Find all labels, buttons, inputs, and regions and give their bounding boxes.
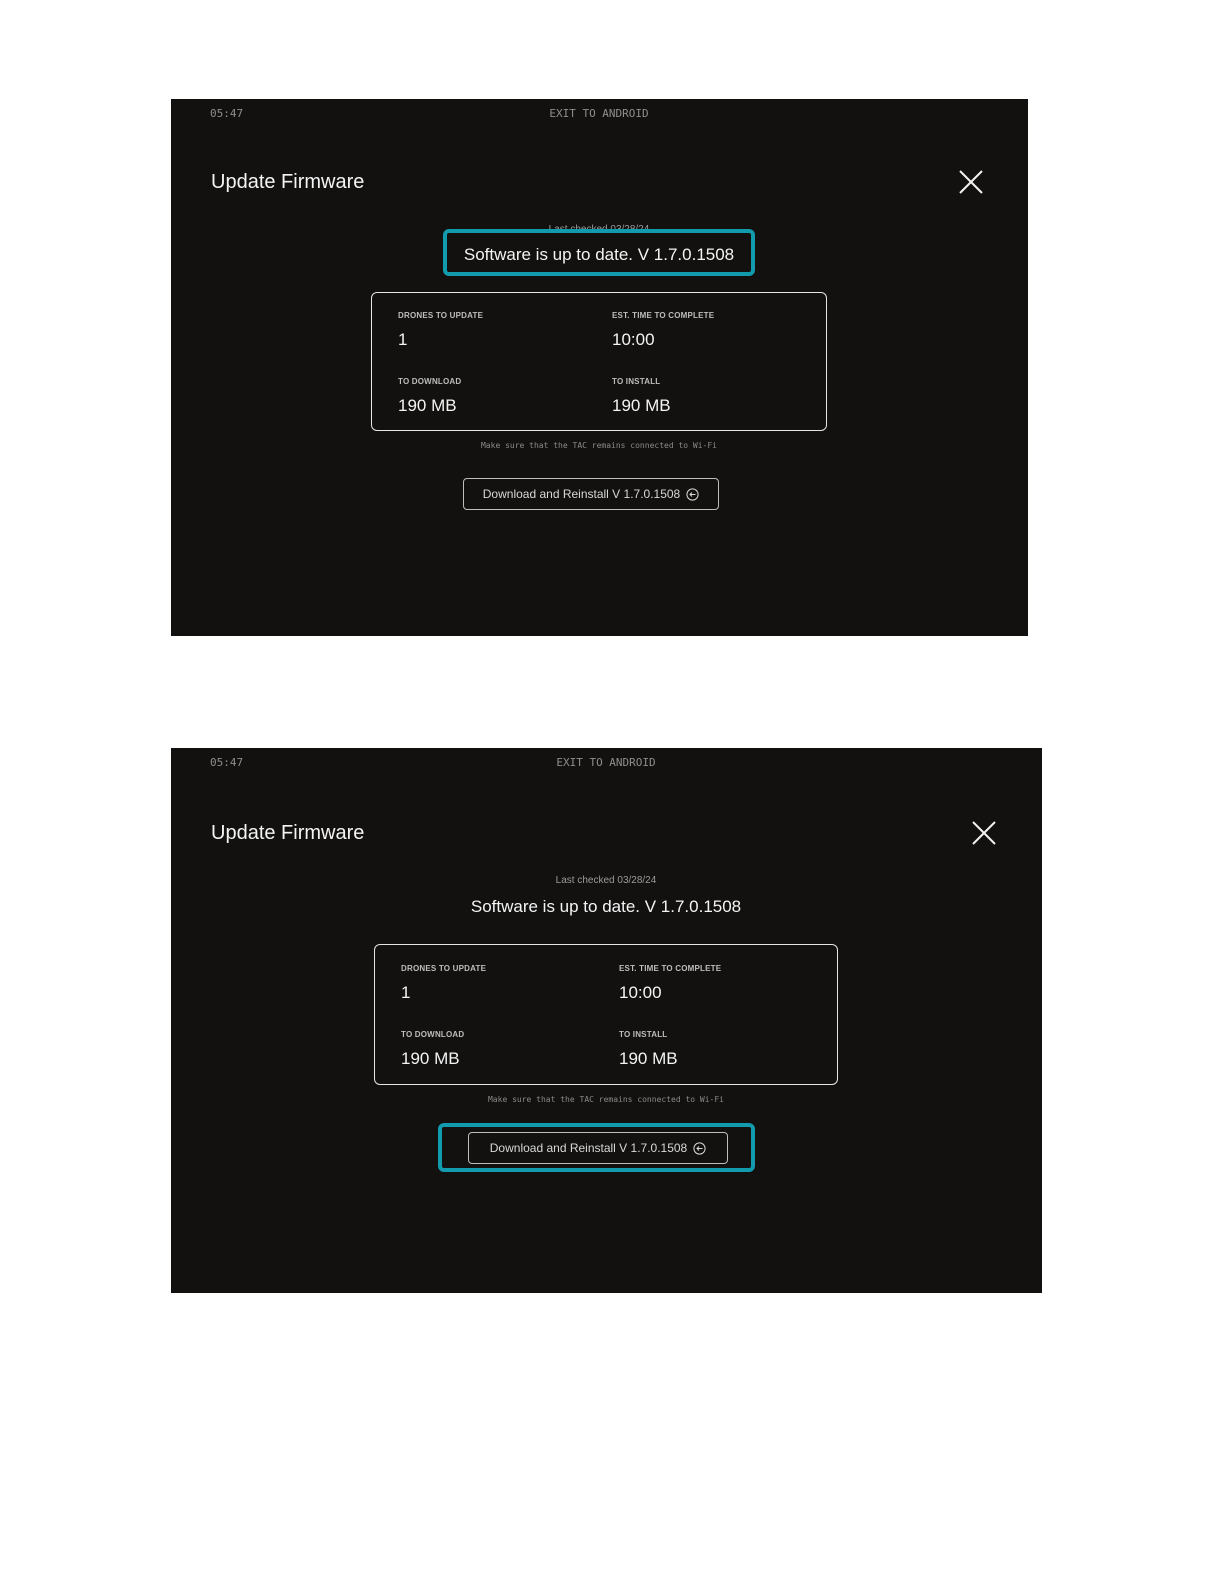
drones-value: 1	[401, 983, 411, 1002]
download-value: 190 MB	[401, 1049, 460, 1068]
page-title: Update Firmware	[211, 822, 365, 844]
to-install	[619, 1030, 678, 1069]
exit-to-android-link[interactable]: EXIT TO ANDROID	[549, 107, 649, 120]
est-time	[619, 964, 721, 1003]
download-label: TO DOWNLOAD	[398, 377, 462, 386]
screenshot-1	[171, 99, 1028, 636]
page-title: Update Firmware	[211, 171, 365, 193]
to-install	[612, 377, 671, 416]
drones-value: 1	[398, 330, 408, 349]
drones-label: DRONES TO UPDATE	[401, 964, 487, 973]
drones-to-update	[398, 311, 483, 350]
status-text: Software is up to date. V 1.7.0.1508	[470, 897, 742, 916]
exit-to-android-link[interactable]: EXIT TO ANDROID	[556, 756, 656, 769]
clock: 05:47	[210, 756, 244, 769]
last-checked-text: Last checked 03/28/24	[555, 875, 657, 886]
wifi-note: Make sure that the TAC remains connected to Wi-Fi	[480, 441, 718, 450]
clock: 05:47	[210, 107, 244, 120]
to-download	[401, 1030, 464, 1069]
time-value: 10:00	[612, 330, 655, 349]
circle-arrow-left-icon	[686, 488, 699, 501]
install-label: TO INSTALL	[619, 1030, 668, 1039]
circle-arrow-left-icon	[693, 1142, 706, 1155]
update-info-card	[371, 292, 827, 431]
time-value: 10:00	[619, 983, 662, 1002]
close-icon[interactable]	[958, 169, 984, 195]
button-label: Download and Reinstall V 1.7.0.1508	[489, 1141, 688, 1155]
est-time	[612, 311, 714, 350]
download-value: 190 MB	[398, 396, 457, 415]
update-info-card	[374, 944, 838, 1085]
install-label: TO INSTALL	[612, 377, 661, 386]
install-value: 190 MB	[619, 1049, 678, 1068]
close-icon[interactable]	[971, 820, 997, 846]
button-label: Download and Reinstall V 1.7.0.1508	[482, 487, 681, 501]
time-label: EST. TIME TO COMPLETE	[612, 311, 715, 320]
drones-label: DRONES TO UPDATE	[398, 311, 484, 320]
screenshot-2	[171, 748, 1042, 1293]
download-reinstall-button[interactable]	[463, 478, 719, 510]
download-label: TO DOWNLOAD	[401, 1030, 465, 1039]
drones-to-update	[401, 964, 486, 1003]
download-reinstall-button[interactable]	[468, 1132, 728, 1164]
time-label: EST. TIME TO COMPLETE	[619, 964, 722, 973]
to-download	[398, 377, 461, 416]
status-text: Software is up to date. V 1.7.0.1508	[463, 245, 735, 264]
wifi-note: Make sure that the TAC remains connected to Wi-Fi	[487, 1095, 725, 1104]
install-value: 190 MB	[612, 396, 671, 415]
